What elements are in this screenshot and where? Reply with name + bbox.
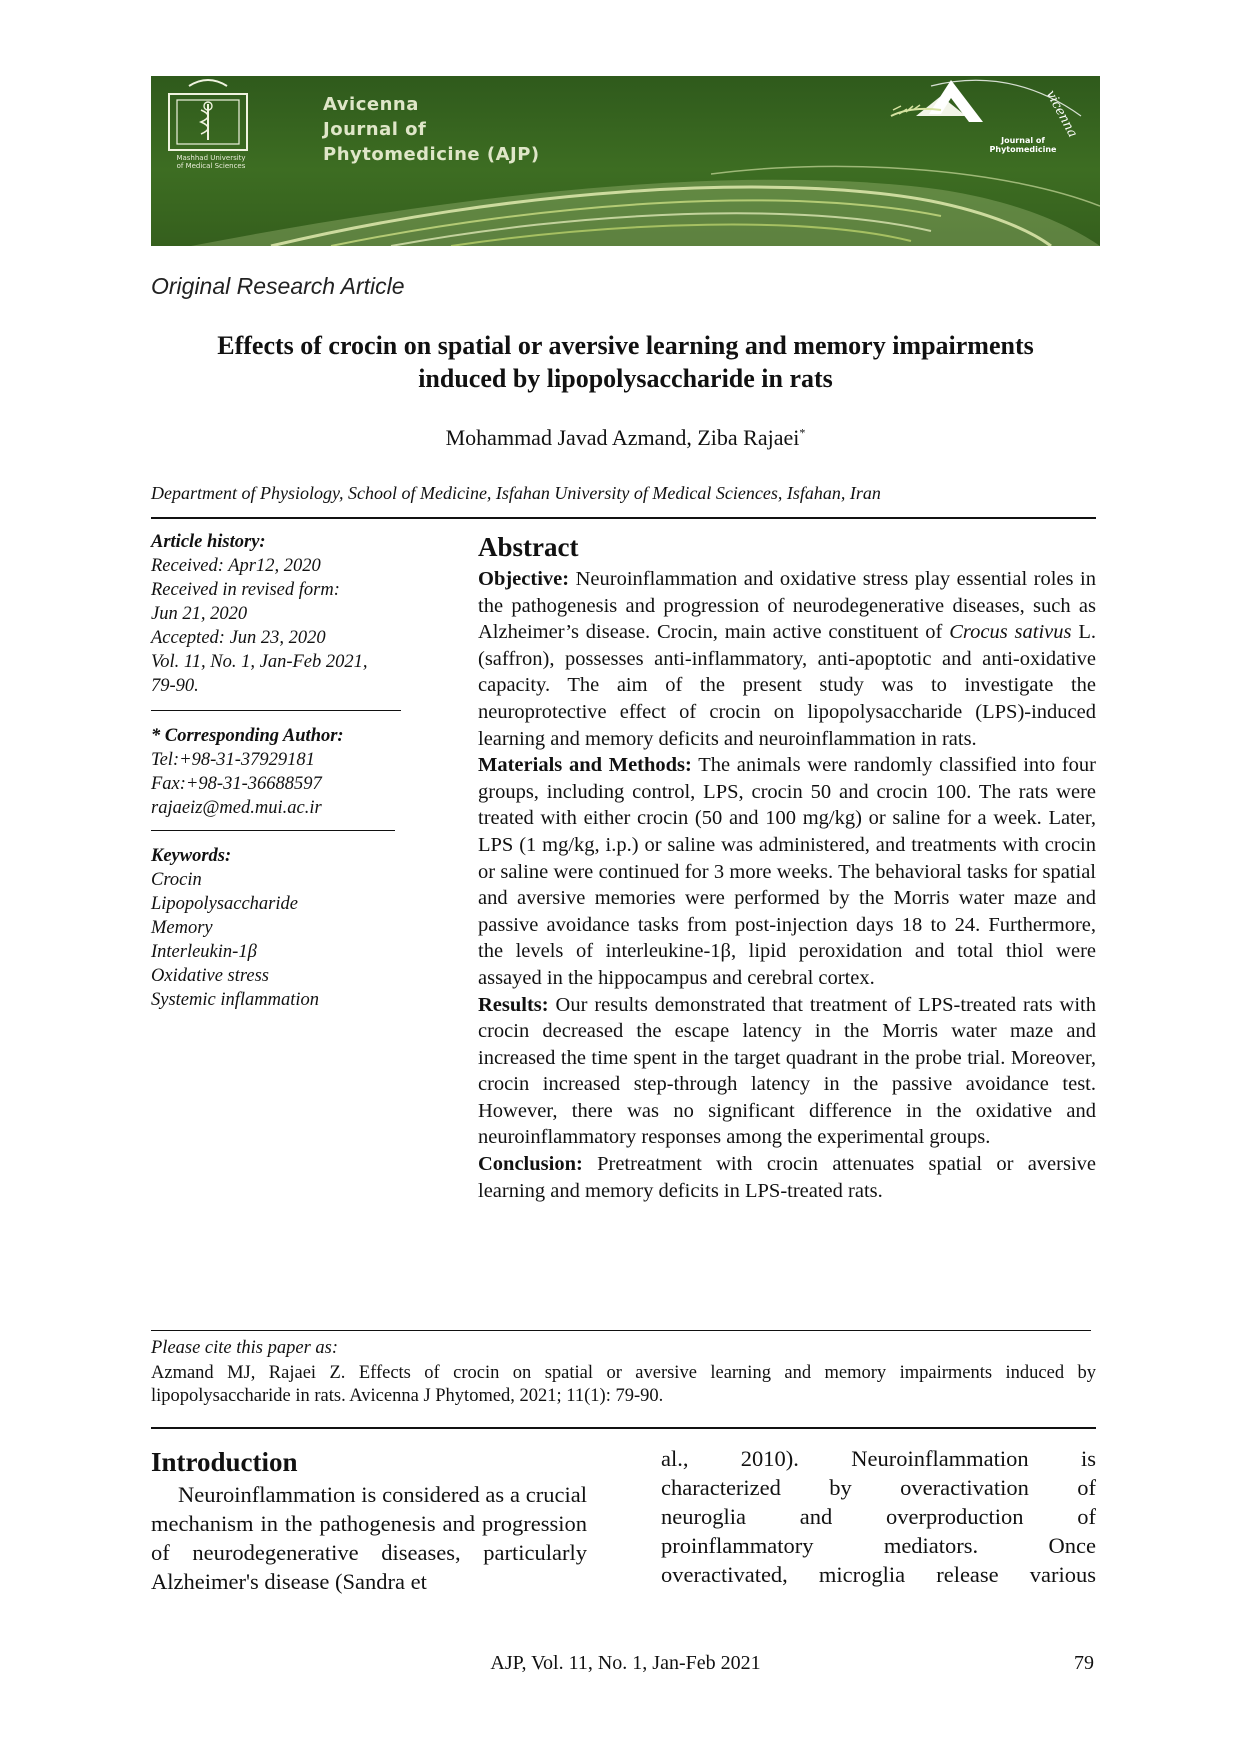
introduction-right-line: al., 2010). Neuroinflammation is xyxy=(661,1446,1096,1471)
article-history xyxy=(151,530,421,698)
header-rule xyxy=(151,517,1096,519)
introduction-heading: Introduction xyxy=(151,1447,298,1477)
introduction-right-line: proinflammatory mediators. Once xyxy=(661,1533,1096,1558)
history-line: Accepted: Jun 23, 2020 xyxy=(151,628,326,648)
keyword-item: Crocin xyxy=(151,870,202,890)
keyword-item: Interleukin-1β xyxy=(151,942,257,962)
history-line: Vol. 11, No. 1, Jan-Feb 2021, xyxy=(151,652,368,672)
info-divider xyxy=(151,830,395,831)
journal-name xyxy=(323,92,663,167)
keywords xyxy=(151,844,421,1012)
citation-heading: Please cite this paper as: xyxy=(151,1338,339,1358)
ajp-logo-side-text: vicenna xyxy=(1042,88,1080,141)
author-names: Mohammad Javad Azmand, Ziba Rajaei xyxy=(445,425,800,450)
methods-label: Materials and Methods: xyxy=(478,754,692,777)
introduction-right-line: overactivated, microglia release various xyxy=(661,1562,1096,1587)
journal-line-2: Journal of xyxy=(323,119,427,140)
history-line: Received: Apr12, 2020 xyxy=(151,556,321,576)
results-label: Results: xyxy=(478,993,549,1016)
abstract-methods xyxy=(478,752,1096,991)
keyword-item: Lipopolysaccharide xyxy=(151,894,298,914)
introduction-right-line: characterized by overactivation of xyxy=(661,1475,1096,1500)
article-history-heading: Article history: xyxy=(151,532,266,552)
citation-text: Azmand MJ, Rajaei Z. Effects of crocin on spatial or aversive learning and memory impairments induced by lipopolysaccharide in rats. Avicenna J Phytomed, 2021; 11(1): 79-90. xyxy=(151,1363,1096,1406)
objective-label: Objective: xyxy=(478,568,570,590)
title-line-2: induced by lipopolysaccharide in rats xyxy=(418,364,833,393)
history-line: Received in revised form: xyxy=(151,580,340,600)
introduction-left-text: Neuroinflammation is considered as a crucial mechanism in the pathogenesis and progression of neurodegenerative diseases, particularly Alzheimer's disease (Sandra et xyxy=(151,1482,587,1594)
footer-journal: AJP, Vol. 11, No. 1, Jan-Feb 2021 xyxy=(490,1652,761,1674)
university-line-1: Mashhad University xyxy=(176,154,246,162)
title-line-1: Effects of crocin on spatial or aversive learning and memory impairments xyxy=(217,331,1034,360)
journal-banner xyxy=(151,76,1100,246)
corresponding-heading: * Corresponding Author: xyxy=(151,726,344,746)
university-line-2: of Medical Sciences xyxy=(176,162,246,170)
conclusion-text: Pretreatment with crocin attenuates spatial or aversive learning and memory deficits in LPS-treated rats. xyxy=(478,1153,1096,1202)
history-line: Jun 21, 2020 xyxy=(151,604,248,624)
article-title xyxy=(151,329,1100,395)
keyword-item: Oxidative stress xyxy=(151,966,270,986)
introduction-left-column xyxy=(151,1480,587,1596)
abstract-conclusion xyxy=(478,1151,1096,1204)
corresponding-email[interactable]: rajaeiz@med.mui.ac.ir xyxy=(151,798,322,818)
corresponding-tel: Tel:+98-31-37929181 xyxy=(151,750,315,770)
abstract-heading: Abstract xyxy=(478,532,579,562)
abstract-body xyxy=(478,566,1096,1204)
journal-line-1: Avicenna xyxy=(323,94,419,115)
corresponding-mark: * xyxy=(799,425,806,440)
keyword-item: Memory xyxy=(151,918,213,938)
ajp-logo-line-2: Phytomedicine xyxy=(989,145,1057,154)
keywords-heading: Keywords: xyxy=(151,846,232,866)
objective-text-a: Neuroinflammation and oxidative stress play essential roles in the pathogenesis and progression of neurodegenerative diseases, such as Alzheimer’s disease. Crocin, main active constituent of xyxy=(478,568,1096,644)
corresponding-fax: Fax:+98-31-36688597 xyxy=(151,774,322,794)
species-name: Crocus sativus xyxy=(949,621,1072,644)
university-label xyxy=(161,154,261,170)
authors xyxy=(151,425,1100,451)
conclusion-label: Conclusion: xyxy=(478,1153,583,1176)
page-number: 79 xyxy=(1074,1652,1094,1674)
university-emblem-icon xyxy=(169,80,247,150)
citation-bottom-rule xyxy=(151,1427,1096,1429)
results-text: Our results demonstrated that treatment of LPS-treated rats with crocin decreased the escape latency in the Morris water maze and increased the time spent in the target quadrant in the probe trial. Moreover, crocin increased step-through latency in the passive avoidance test. However, there was no significant difference in the oxidative and neuroinflammatory responses among the experimental groups. xyxy=(478,993,1096,1149)
citation-top-rule xyxy=(151,1330,1091,1331)
journal-line-3: Phytomedicine (AJP) xyxy=(323,144,540,165)
history-line: 79-90. xyxy=(151,676,199,696)
abstract-objective xyxy=(478,566,1096,752)
abstract-results xyxy=(478,992,1096,1152)
keyword-item: Systemic inflammation xyxy=(151,990,320,1010)
affiliation: Department of Physiology, School of Medicine, Isfahan University of Medical Sciences, Isfahan, Iran xyxy=(151,483,881,503)
introduction-right-line: neuroglia and overproduction of xyxy=(661,1504,1096,1529)
article-type: Original Research Article xyxy=(151,273,405,299)
info-divider xyxy=(151,710,401,711)
methods-text: The animals were randomly classified into four groups, including control, LPS, crocin 50 and crocin 100. The rats were treated with either crocin (50 and 100 mg/kg) or saline for a week. Later, LPS (1 mg/kg, i.p.) or saline was administered, and treatments with crocin or saline were continued for 3 more weeks. The behavioral tasks for spatial and aversive memories were performed by the Morris water maze and passive avoidance tasks from post-injection days 18 to 24. Furthermore, the levels of interleukine-1β, lipid peroxidation and total thiol were assayed in the hippocampus and cerebral cortex. xyxy=(478,754,1096,989)
objective-text-b: L. (saffron), possesses anti-inflammatory, anti-apoptotic and anti-oxidative capacity. The aim of the present study was to investigate the neuroprotective effect of crocin on lipopolysaccharide (LPS)-induced learning and memory deficits and neuroinflammation in rats. xyxy=(478,621,1096,750)
introduction-right-column xyxy=(661,1444,1096,1589)
corresponding-author xyxy=(151,724,421,820)
ajp-logo-line-1: Journal of xyxy=(1001,136,1045,145)
